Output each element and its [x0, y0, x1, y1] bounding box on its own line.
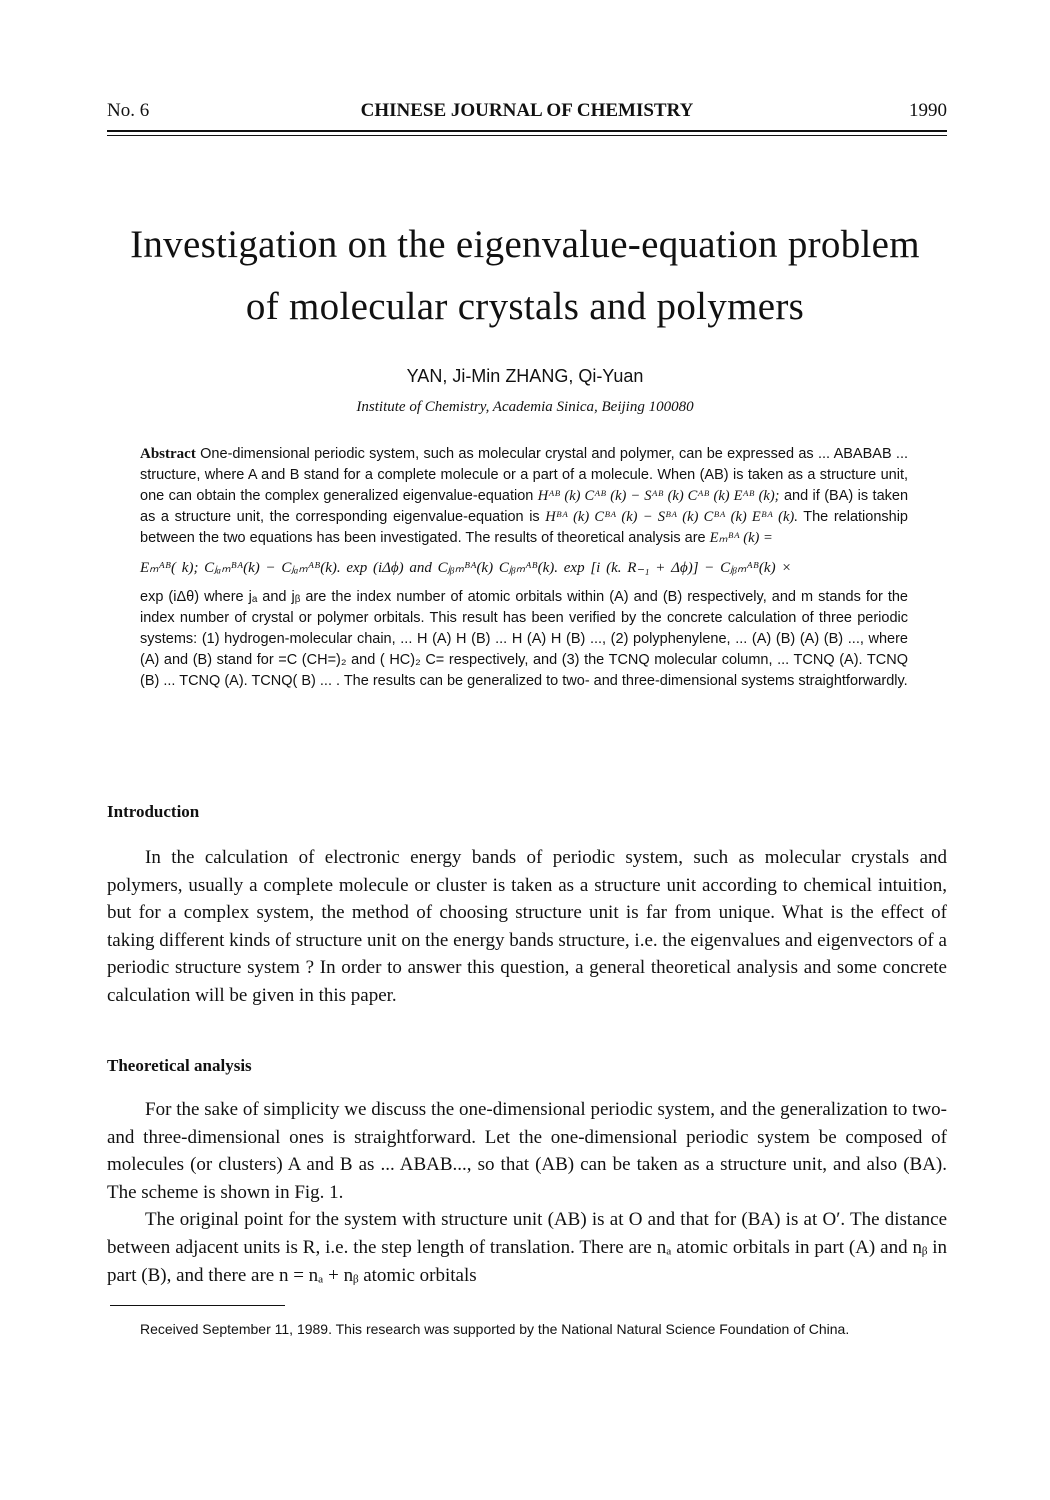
- section-heading-introduction: Introduction: [107, 802, 200, 821]
- abstract-equation-line: Eₘᴬᴮ( k); Cⱼₐₘᴮᴬ(k) − Cⱼₐₘᴬᴮ(k). exp (iΔϕ) and Cⱼᵦₘᴮᴬ(k) Cⱼᵦₘᴬᴮ(k). exp [i (k. R₋₁ + Δϕ)] − Cⱼᵦₘᴬᴮ(k) ×: [140, 560, 792, 576]
- introduction-paragraph: In the calculation of electronic energy bands of periodic system, such as molecular crystals and polymers, usually a complete molecule or cluster is taken as a structure unit according to chemical intuition, but for a complex system, the method of choosing structure unit is far from unique. What is the effect of taking different kinds of structure unit on the energy bands structure, i.e. the eigenvalues and eigenvectors of a periodic structure system ? In order to answer this question, a general theoretical analysis and some concrete calculation will be given in this paper.: [107, 847, 947, 1006]
- abstract-text-3: The relationship between the two equations has been investigated. The results of theoretical analysis are: [140, 509, 908, 546]
- title-line-2: of molecular crystals and polymers: [245, 285, 805, 328]
- journal-name: CHINESE JOURNAL OF CHEMISTRY: [360, 100, 694, 121]
- abstract: [140, 444, 908, 692]
- section-heading-theory: Theoretical analysis: [107, 1056, 252, 1075]
- title-line-1: Investigation on the eigenvalue-equation problem: [130, 223, 920, 266]
- article-title: [60, 214, 990, 338]
- running-header: [107, 100, 947, 128]
- abstract-text-2: and if (BA) is taken as a structure unit, the corresponding eigenvalue-equation is: [140, 488, 909, 525]
- affiliation: Institute of Chemistry, Academia Sinica, Beijing 100080: [356, 399, 694, 415]
- introduction-body: [107, 844, 947, 1010]
- publication-year: 1990: [909, 100, 947, 121]
- issue-number: No. 6: [107, 100, 150, 121]
- theory-body: [107, 1096, 947, 1289]
- abstract-text-1: One-dimensional periodic system, such as molecular crystal and polymer, can be expressed as ... ABABAB ... structure, where A and B stand for a complete molecule or a part of a molecule. When (AB) is taken as a structure unit, one can obtain the complex generalized eigenvalue-equation: [140, 446, 909, 504]
- abstract-label: Abstract: [140, 446, 196, 462]
- abstract-text-4: exp (iΔθ) where jₐ and jᵦ are the index number of atomic orbitals within (A) and (B) respectively, and m stands for the index number of crystal or polymer orbitals. This result has been verified by the concrete calculation of three periodic systems: (1) hydrogen-molecular chain, ... H (A) H (B) ... H (A) H (B) ..., (2) polyphenylene, ... (A) (B) (A) (B) ..., where (A) and (B) stand for =C (CH=)₂ and ( HC)₂ C= respectively, and (3) the TCNQ molecular column, ... TCNQ (A). TCNQ (B) ... TCNQ (A). TCNQ( B) ... . The results can be generalized to two- and three-dimensional systems straightforwardly.: [140, 589, 908, 689]
- abstract-equation-ba: Hᴮᴬ (k) Cᴮᴬ (k) − Sᴮᴬ (k) Cᴮᴬ (k) Eᴮᴬ (k).: [545, 509, 798, 525]
- theory-paragraph-2: The original point for the system with structure unit (AB) is at O and that for (BA) is at O′. The distance between adjacent units is R, i.e. the step length of translation. There are nₐ atomic orbitals in part (A) and nᵦ in part (B), and there are n = nₐ + nᵦ atomic orbitals: [107, 1209, 947, 1286]
- footnote-rule: [110, 1305, 285, 1306]
- abstract-equation-result: Eₘᴮᴬ (k) =: [709, 530, 773, 546]
- theory-paragraph-1: For the sake of simplicity we discuss the one-dimensional periodic system, and the generalization to two- and three-dimensional ones is straightforward. Let the one-dimensional periodic system be composed of molecules (or clusters) A and B as ... ABAB..., so that (AB) can be taken as a structure unit, and also (BA). The scheme is shown in Fig. 1.: [107, 1099, 947, 1203]
- header-rule-thin: [107, 135, 947, 136]
- footnote: Received September 11, 1989. This research was supported by the National Natural Science Foundation of China.: [140, 1321, 850, 1337]
- header-rule-thick: [107, 130, 947, 132]
- abstract-equation-ab: Hᴬᴮ (k) Cᴬᴮ (k) − Sᴬᴮ (k) Cᴬᴮ (k) Eᴬᴮ (k);: [537, 488, 780, 504]
- author-list: YAN, Ji-Min ZHANG, Qi-Yuan: [406, 366, 644, 386]
